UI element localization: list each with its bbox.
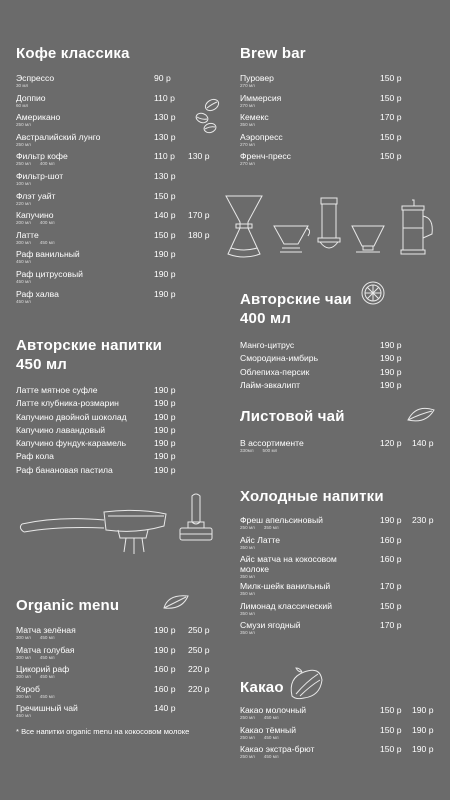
item-volume	[240, 103, 440, 109]
menu-item	[16, 93, 216, 113]
menu-item	[16, 398, 216, 411]
item-price: 190 р	[380, 353, 402, 364]
item-price: 190 р	[154, 411, 176, 422]
menu-item	[240, 581, 440, 601]
item-price: 150 р	[380, 131, 402, 142]
item-volume-value: 350 мл	[240, 610, 255, 616]
item-price: 190 р	[154, 464, 176, 475]
item-price-large: 190 р	[412, 705, 434, 715]
menu-item	[240, 725, 440, 745]
item-volume-value: 30 мл	[16, 83, 29, 88]
item-volume-value: 400 мл	[39, 220, 55, 226]
item-volume-value: 450 мл	[39, 693, 55, 699]
item-name: Латте клубника-розмарин	[16, 398, 119, 409]
leaf-icon	[162, 592, 190, 612]
item-volume	[16, 674, 216, 680]
section-title-cocoa: Какао	[240, 679, 284, 696]
section-author-tea	[240, 290, 440, 393]
item-name: Пуровер	[240, 73, 274, 83]
item-volume	[240, 122, 440, 128]
item-name: Какао экстра-брют	[240, 744, 315, 755]
item-price: 190 р	[380, 515, 402, 525]
item-volume-value: 300 мл	[16, 693, 31, 699]
item-volume-value: 350 мл	[240, 122, 255, 128]
section-classic-coffee	[16, 44, 216, 308]
item-volume	[16, 635, 216, 641]
item-price: 150 р	[380, 92, 402, 103]
menu-item	[16, 684, 216, 704]
item-price: 120 р	[380, 438, 402, 448]
item-price: 150 р	[380, 73, 402, 83]
item-volume-value: 350 мл	[240, 630, 255, 636]
item-price: 170 р	[380, 581, 402, 592]
menu-item	[16, 703, 216, 723]
item-price: 110 р	[154, 92, 175, 103]
section-cocoa	[240, 678, 440, 764]
cocoa-pod-icon	[286, 666, 326, 702]
item-price: 130 р	[154, 170, 176, 181]
item-name: Айс Латте	[240, 534, 281, 545]
item-volume	[16, 694, 216, 700]
menu-item	[240, 112, 440, 132]
item-price-large: 180 р	[188, 229, 210, 240]
coffee-beans-icon	[190, 96, 224, 136]
item-name: Какао тёмный	[240, 724, 297, 735]
section-title-brew: Brew bar	[240, 45, 306, 62]
item-name: Раф цитрусовый	[16, 268, 83, 279]
item-volume-value: 250 мл	[16, 122, 31, 128]
item-volume-value: 450 мл	[263, 754, 279, 760]
item-name: Смородина-имбирь	[240, 353, 319, 364]
item-volume	[240, 754, 440, 760]
menu-item	[16, 664, 216, 684]
item-price: 190 р	[154, 451, 176, 462]
item-volume-value: 450 мл	[16, 298, 31, 304]
section-cold-drinks	[240, 487, 440, 640]
item-volume-value: 400 мл	[39, 161, 55, 167]
section-title-line2: 450 мл	[16, 356, 68, 373]
item-price: 150 р	[380, 724, 402, 735]
item-name: Облепиха-персик	[240, 366, 310, 377]
item-volume	[16, 142, 216, 148]
tea-leaf-icon	[406, 406, 436, 424]
french-press-icon	[396, 198, 436, 258]
item-price: 190 р	[380, 379, 402, 390]
item-price-large: 130 р	[188, 151, 210, 162]
section-title-organic: Organic menu	[16, 597, 120, 614]
item-volume-value: 270 мл	[240, 141, 255, 147]
menu-item	[16, 132, 216, 152]
item-volume-value: 500 мл	[262, 448, 278, 453]
item-volume-value: 330мл	[240, 448, 254, 453]
item-name: Фреш апельсиновый	[240, 515, 323, 525]
item-volume	[240, 142, 440, 148]
item-name: Аэропресс	[240, 131, 283, 142]
item-name: Айс матча на кокосовом	[240, 554, 337, 565]
item-price: 190 р	[154, 268, 176, 279]
menu-item	[16, 269, 216, 289]
item-volume-value: 270 мл	[240, 102, 255, 108]
item-price: 190 р	[380, 366, 402, 377]
item-price-large: 190 р	[412, 744, 434, 755]
item-price: 160 р	[380, 534, 402, 545]
item-price: 150 р	[380, 744, 402, 755]
menu-item	[240, 367, 440, 380]
item-volume	[16, 655, 216, 661]
menu-item	[16, 425, 216, 438]
item-volume-value: 350 мл	[240, 591, 255, 597]
menu-item	[240, 554, 440, 581]
item-volume	[240, 161, 440, 167]
item-volume	[240, 735, 440, 741]
menu-item	[240, 340, 440, 353]
menu-item	[240, 744, 440, 764]
item-price: 170 р	[380, 620, 402, 631]
item-volume	[16, 201, 216, 207]
item-name: Раф ванильный	[16, 249, 80, 260]
item-name: Лимонад классический	[240, 600, 333, 611]
item-volume-value: 270 мл	[240, 83, 255, 88]
item-price-large: 250 р	[188, 625, 210, 635]
item-name: Раф кола	[16, 451, 54, 462]
item-volume-value: 220 мл	[16, 200, 31, 206]
item-volume-value: 450 мл	[16, 278, 31, 284]
item-name: Фильтр-шот	[16, 170, 64, 181]
item-price: 190 р	[154, 249, 176, 260]
aeropress-icon	[315, 196, 343, 256]
menu-item	[240, 380, 440, 393]
section-brew-bar	[240, 44, 440, 171]
item-volume	[16, 122, 216, 128]
item-volume-value: 250 мл	[240, 525, 255, 530]
item-volume	[240, 448, 440, 454]
item-price: 150 р	[154, 190, 176, 201]
item-volume-value: 450 мл	[263, 734, 279, 740]
portafilter-icon	[18, 494, 168, 564]
section-organic	[16, 596, 216, 737]
item-name: Цикорий раф	[16, 664, 70, 675]
section-title-author-tea	[240, 290, 440, 328]
menu-item	[240, 515, 440, 535]
item-volume	[240, 630, 440, 636]
item-name: Капучино фундук-карамель	[16, 438, 127, 449]
immersion-dripper-icon	[350, 222, 386, 256]
menu-item	[240, 438, 440, 458]
item-volume	[240, 591, 440, 597]
item-price: 160 р	[380, 554, 402, 565]
item-volume-value: 60 мл	[16, 102, 29, 108]
item-volume-value: 250 мл	[16, 141, 31, 147]
item-name: Доппио	[16, 92, 46, 103]
item-volume-value: 300 мл	[16, 635, 31, 640]
item-name: Какао молочный	[240, 705, 307, 715]
item-volume	[240, 574, 440, 580]
item-price: 190 р	[154, 385, 176, 395]
item-name: Эспрессо	[16, 73, 55, 83]
item-volume-value: 450 мл	[16, 713, 31, 719]
menu-item	[240, 535, 440, 555]
item-volume	[16, 83, 216, 89]
menu-item	[240, 601, 440, 621]
item-volume	[240, 715, 440, 721]
item-volume-value: 250 мл	[240, 734, 255, 740]
item-volume	[16, 181, 216, 187]
section-title-line1: Авторские напитки	[16, 337, 163, 354]
item-price: 150 р	[380, 151, 402, 162]
item-price-large: 170 р	[188, 210, 210, 221]
menu-item	[16, 438, 216, 451]
section-title-classic: Кофе классика	[16, 45, 130, 62]
item-name: Иммерсия	[240, 92, 282, 103]
item-price: 140 р	[154, 210, 176, 221]
menu-item	[240, 705, 440, 725]
item-volume-value: 300 мл	[16, 654, 31, 660]
menu-item	[16, 171, 216, 191]
tamper-icon	[176, 492, 216, 552]
item-volume-value: 250 мл	[240, 715, 255, 720]
item-price: 110 р	[154, 151, 175, 162]
item-price: 150 р	[154, 229, 176, 240]
item-price: 130 р	[154, 112, 176, 123]
menu-item	[16, 73, 216, 93]
item-name: Манго-цитрус	[240, 340, 295, 350]
item-name: Флэт уайт	[16, 190, 56, 201]
item-volume	[16, 240, 216, 246]
item-name: Лайм-эвкалипт	[240, 379, 301, 390]
menu-item	[16, 625, 216, 645]
menu-item	[240, 73, 440, 93]
item-volume-value: 450 мл	[263, 715, 279, 720]
item-price: 150 р	[380, 705, 402, 715]
item-price-large: 190 р	[412, 724, 434, 735]
menu-item	[16, 151, 216, 171]
section-title-leaf-tea: Листовой чай	[240, 408, 345, 425]
item-price: 160 р	[154, 664, 176, 675]
item-price: 170 р	[380, 112, 402, 123]
menu-item	[16, 465, 216, 478]
section-title-cold: Холодные напитки	[240, 488, 384, 505]
item-name: Милк-шейк ванильный	[240, 581, 331, 592]
item-volume	[240, 611, 440, 617]
item-name-line2: молоке	[240, 564, 270, 575]
section-title-line2: 400 мл	[240, 310, 292, 327]
section-title-author-drinks	[16, 336, 216, 374]
chemex-icon	[222, 192, 266, 262]
item-volume-value: 300 мл	[16, 674, 31, 680]
item-name: Смузи ягодный	[240, 620, 301, 631]
section-title-line1: Авторские чаи	[240, 291, 352, 308]
item-price-large: 220 р	[188, 664, 210, 675]
lemon-icon	[358, 278, 388, 308]
item-price: 190 р	[154, 288, 176, 299]
item-name: Латте	[16, 229, 39, 240]
item-name: Кэроб	[16, 683, 40, 694]
item-name: Матча зелёная	[16, 625, 76, 635]
item-price-large: 250 р	[188, 644, 210, 655]
menu-item	[240, 93, 440, 113]
item-volume-value: 450 мл	[39, 654, 55, 660]
item-price: 130 р	[154, 131, 176, 142]
item-volume-value: 450 мл	[39, 674, 55, 680]
menu-item	[16, 385, 216, 398]
item-name: Матча голубая	[16, 644, 75, 655]
item-volume-value: 450 мл	[39, 635, 55, 640]
item-name: Френч-пресс	[240, 151, 291, 162]
item-name: Капучино	[16, 210, 54, 221]
item-name: Американо	[16, 112, 61, 123]
item-name: Капучино лавандовый	[16, 424, 106, 435]
item-volume-value: 350 мл	[263, 525, 279, 530]
item-name: Капучино двойной шоколад	[16, 411, 127, 422]
item-name: Раф банановая пастила	[16, 464, 113, 475]
item-name: Гречишный чай	[16, 703, 78, 714]
menu-item	[16, 451, 216, 464]
item-name: Раф халва	[16, 288, 59, 299]
menu-item	[16, 289, 216, 309]
item-volume-value: 450 мл	[39, 239, 55, 245]
item-volume-value: 300 мл	[16, 239, 31, 245]
item-volume-value: 250 мл	[16, 161, 31, 167]
menu-item	[16, 191, 216, 211]
item-price: 90 р	[154, 73, 171, 83]
item-volume	[16, 713, 216, 719]
item-price: 150 р	[380, 600, 402, 611]
item-name: Австралийский лунго	[16, 131, 101, 142]
item-volume	[240, 525, 440, 531]
item-volume-value: 200 мл	[16, 220, 31, 226]
item-price-large: 220 р	[188, 683, 210, 694]
item-volume	[240, 545, 440, 551]
item-volume-value: 250 мл	[240, 754, 255, 760]
menu-item	[240, 620, 440, 640]
item-price: 190 р	[154, 438, 176, 449]
item-volume	[16, 279, 216, 285]
item-price: 190 р	[154, 424, 176, 435]
item-volume	[240, 83, 440, 89]
item-price: 190 р	[154, 625, 176, 635]
item-price-large: 230 р	[412, 515, 434, 525]
item-volume-value: 100 мл	[16, 180, 31, 186]
menu-item	[16, 249, 216, 269]
menu-item	[16, 112, 216, 132]
menu-item	[16, 645, 216, 665]
item-name: Фильтр кофе	[16, 151, 68, 162]
menu-item	[240, 151, 440, 171]
item-price: 190 р	[154, 644, 176, 655]
menu-item	[16, 210, 216, 230]
menu-item	[16, 412, 216, 425]
item-volume	[16, 299, 216, 305]
item-price-large: 140 р	[412, 438, 434, 448]
menu-item	[240, 353, 440, 366]
menu-item	[16, 230, 216, 250]
item-price: 140 р	[154, 703, 176, 714]
item-price: 190 р	[154, 398, 176, 409]
item-volume	[16, 259, 216, 265]
section-author-drinks	[16, 336, 216, 478]
menu-item	[240, 132, 440, 152]
organic-note: * Все напитки organic menu на кокосовом молоке	[16, 726, 190, 736]
item-volume-value: 450 мл	[16, 259, 31, 265]
item-volume	[16, 103, 216, 109]
item-name: Кемекс	[240, 112, 269, 123]
item-volume-value: 270 мл	[240, 161, 255, 167]
item-name: Латте мятное суфле	[16, 385, 98, 395]
pour-over-dripper-icon	[272, 222, 310, 254]
item-volume	[16, 220, 216, 226]
item-name: В ассортименте	[240, 438, 304, 448]
item-price: 190 р	[380, 340, 402, 350]
item-volume-value: 350 мл	[240, 574, 255, 580]
item-volume-value: 350 мл	[240, 544, 255, 550]
item-price: 160 р	[154, 683, 176, 694]
item-volume	[16, 161, 216, 167]
